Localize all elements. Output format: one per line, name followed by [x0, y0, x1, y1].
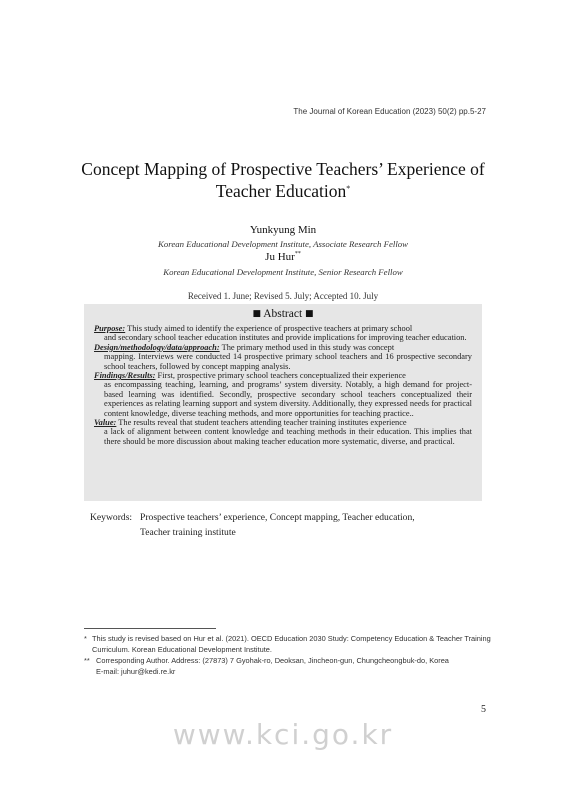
abstract-box	[84, 304, 482, 501]
keywords-line-2: Teacher training institute	[140, 527, 236, 538]
abstract-findings: Findings/Results: First, prospective primary school teachers conceptualized their experience as encompassing teaching, learning, and programs’ system diversity. Notably, a high demand for project-based learning was identified. Secondly, prospective secondary school teachers conceptualized their experiences as relating learning support and system diversity. Additionally, they expressed needs for practical content knowledge, diverse teaching methods, and more opportunities for teaching practice..	[94, 371, 472, 418]
author-1-name: Yunkyung Min	[249, 224, 317, 236]
footnotes	[84, 634, 496, 678]
author-1-affiliation: Korean Educational Development Institute, Associate Research Fellow	[157, 239, 409, 249]
title-footnote-mark: *	[346, 184, 351, 193]
title-line-2: Teacher Education	[215, 181, 347, 201]
title-line-1: Concept Mapping of Prospective Teachers’ Experience of	[81, 159, 485, 179]
received-dates: Received 1. June; Revised 5. July; Accepted 10. July	[187, 291, 379, 301]
author-2-affiliation: Korean Educational Development Institute, Senior Research Fellow	[163, 267, 403, 277]
keywords-label: Keywords:	[90, 512, 133, 523]
author-2-footnote-mark: **	[294, 251, 301, 257]
abstract-heading: ■ Abstract ■	[252, 308, 314, 320]
square-bullet-icon: ■	[252, 309, 261, 319]
abstract-purpose: Purpose: This study aimed to identify the experience of prospective teachers at primary school and secondary school teacher education institutes and provide implications for improving teacher education.	[94, 324, 467, 343]
footnote-email: E-mail: juhur@kedi.re.kr	[96, 666, 176, 676]
abstract-value: Value: The results reveal that student teachers attending teacher training institutes experience a lack of alignment between content knowledge and teaching methods in their education. This implies that there should be more discussion about making teacher education more systematic, diverse, and practical.	[94, 418, 472, 446]
watermark-text: www.kci.go.kr	[172, 718, 394, 751]
keywords-line-1: Prospective teachers’ experience, Concept mapping, Teacher education,	[140, 512, 415, 523]
footnote-1: * This study is revised based on Hur et al. (2021). OECD Education 2030 Study: Competency Education & Teacher Training Curriculum. Korean Educational Development Institute.	[84, 634, 491, 654]
abstract-design: Design/methodology/data/approach: The primary method used in this study was concept mapping. Interviews were conducted 14 prospective primary school teachers and 16 prospective secondary school teachers, followed by concept mapping analysis.	[94, 342, 472, 371]
author-2-name: Ju Hur**	[265, 251, 301, 263]
page-number: 5	[481, 704, 486, 715]
paper-title	[60, 158, 506, 202]
keywords	[90, 510, 480, 540]
square-bullet-icon: ■	[305, 309, 314, 319]
footnote-2: ** Corresponding Author. Address: (27873) 7 Gyohak-ro, Deoksan, Jincheon-gun, Chungcheongbuk-do, Korea E-mail: juhur@kedi.re.kr	[84, 656, 449, 676]
footnote-divider	[84, 628, 216, 629]
journal-header: The Journal of Korean Education (2023) 50(2) pp.5-27	[293, 107, 486, 116]
